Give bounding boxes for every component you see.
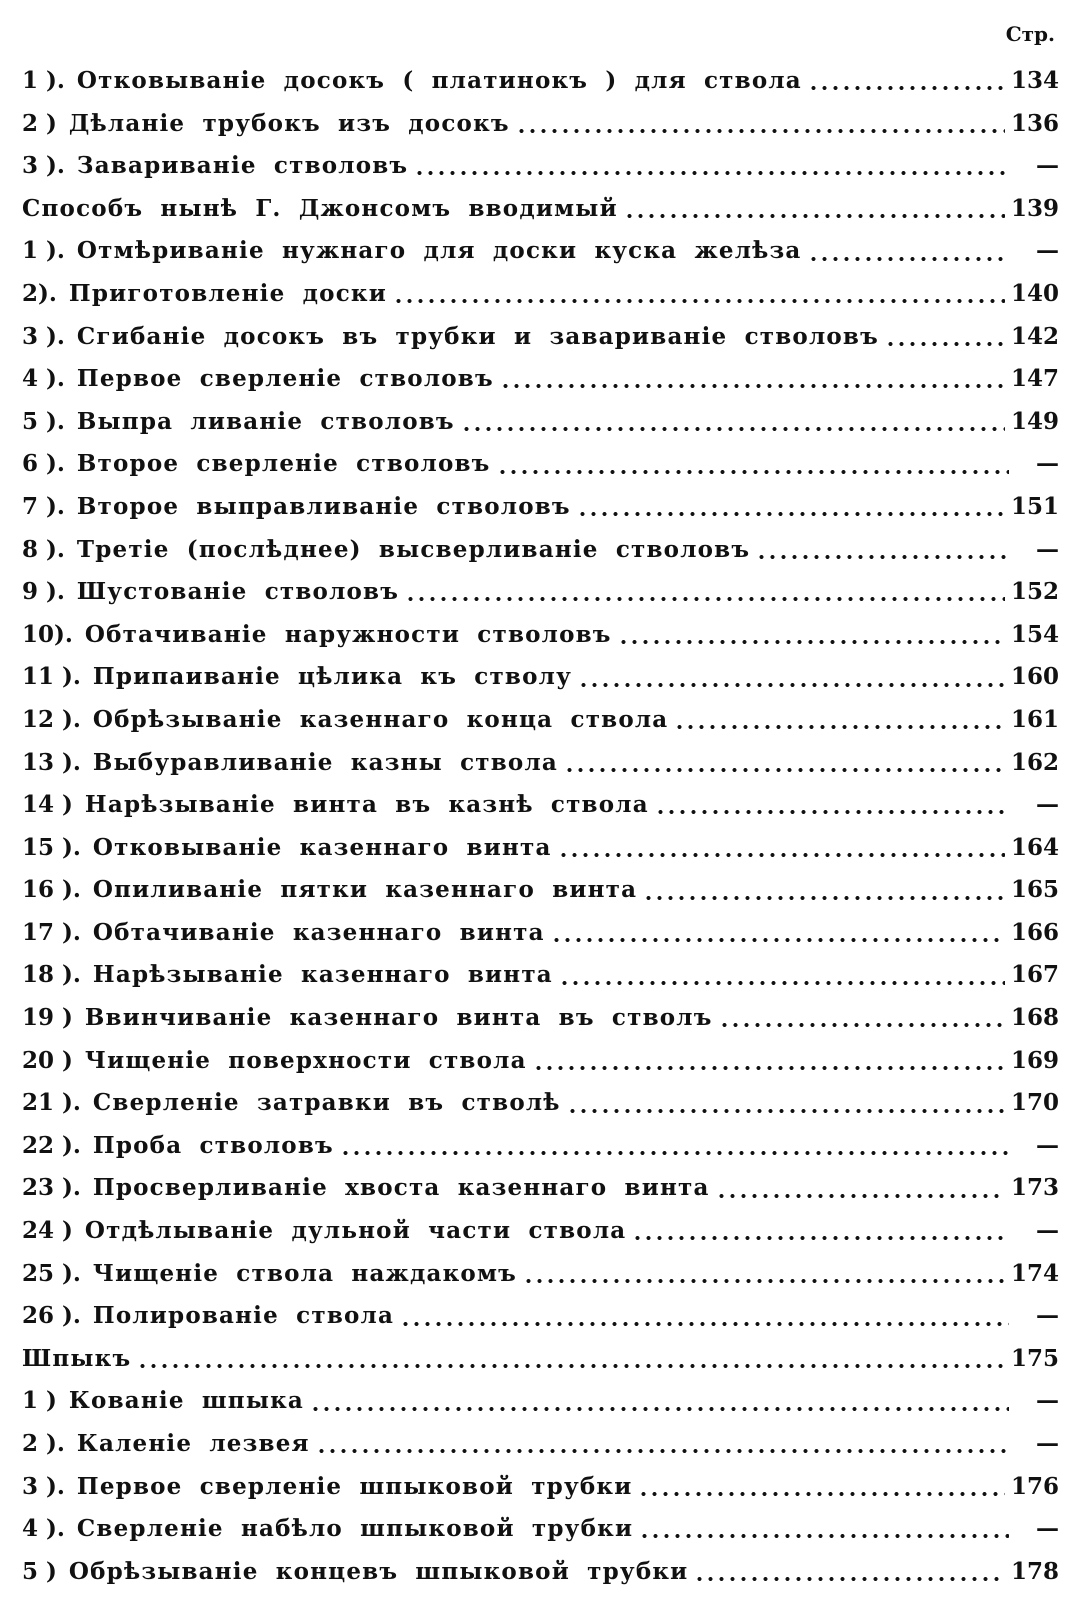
toc-entry-number: 5 ) bbox=[22, 1557, 57, 1585]
toc-entry bbox=[22, 401, 1063, 444]
toc-entry bbox=[22, 954, 1063, 997]
toc-entry bbox=[22, 869, 1063, 912]
toc-entry bbox=[22, 230, 1063, 273]
toc-entry-page: 175 bbox=[1010, 1344, 1059, 1372]
toc-entry bbox=[22, 1210, 1063, 1253]
toc-entry bbox=[22, 1082, 1063, 1125]
toc-entry bbox=[22, 1423, 1063, 1466]
toc-entry-title: Обтачиваніе казеннаго винта bbox=[92, 918, 545, 946]
toc-entry-page: — bbox=[1036, 1302, 1059, 1330]
toc-entry-number: 18 ). bbox=[22, 961, 81, 989]
toc-entry-number: 1 ). bbox=[22, 237, 65, 265]
toc-entry-page: 136 bbox=[1010, 109, 1059, 137]
dot-leader bbox=[639, 1532, 1009, 1540]
toc-entry bbox=[22, 742, 1063, 785]
toc-entry-number: 5 ). bbox=[22, 407, 65, 435]
toc-entry-page: 166 bbox=[1010, 918, 1059, 946]
dot-leader bbox=[655, 808, 1009, 816]
toc-entry-number: 3 ). bbox=[22, 322, 65, 350]
dot-leader bbox=[719, 1021, 1005, 1029]
toc-entry-title: Первое сверленіе шпыковой трубки bbox=[76, 1472, 633, 1500]
toc-entry-page: 173 bbox=[1010, 1174, 1059, 1202]
toc-entry-title: Полированіе ствола bbox=[92, 1302, 395, 1330]
toc-entry bbox=[22, 486, 1063, 529]
toc-entry-title: Чищеніе ствола наждакомъ bbox=[92, 1259, 517, 1287]
toc-entry-page: 176 bbox=[1010, 1472, 1059, 1500]
toc-entry-title: Отковываніе досокъ ( платинокъ ) для ствола bbox=[76, 67, 802, 94]
toc-entry-page: — bbox=[1036, 237, 1059, 265]
toc-entry-page: 170 bbox=[1010, 1089, 1059, 1117]
toc-entry-title: Первое сверленіе стволовъ bbox=[76, 365, 494, 393]
toc-entry bbox=[22, 316, 1063, 359]
toc-entry-page: — bbox=[1036, 535, 1059, 563]
toc-entry bbox=[22, 1466, 1063, 1509]
toc-entry-page: 134 bbox=[1010, 67, 1059, 94]
toc-entry-page: 139 bbox=[1010, 194, 1059, 222]
toc-entry-page: 160 bbox=[1010, 663, 1059, 691]
toc-entry bbox=[22, 60, 1063, 103]
toc-entry-title: Припаиваніе цѣлика къ стволу bbox=[92, 663, 572, 691]
toc-entry-number: 9 ). bbox=[22, 578, 65, 606]
toc-entry-page: 174 bbox=[1010, 1259, 1059, 1287]
toc-entry-number: 1 ). bbox=[22, 67, 65, 94]
toc-entry-title: Сверленіе затравки въ стволѣ bbox=[92, 1089, 561, 1117]
toc-entry-title: Обтачиваніе наружности стволовъ bbox=[84, 620, 612, 648]
dot-leader bbox=[500, 382, 1005, 390]
toc-entry-title: Опиливаніе пятки казеннаго винта bbox=[92, 876, 638, 904]
toc-entry-title: Шпыкъ bbox=[22, 1344, 132, 1372]
toc-entry-page: 168 bbox=[1010, 1004, 1059, 1032]
toc-entry-title: Второе сверленіе стволовъ bbox=[76, 450, 491, 478]
dot-leader bbox=[632, 1234, 1009, 1242]
toc-entry bbox=[22, 1253, 1063, 1296]
toc-entry-number: 22 ). bbox=[22, 1131, 81, 1159]
toc-entry-page: 151 bbox=[1010, 492, 1059, 520]
toc-entry-title: Дѣланіе трубокъ изъ досокъ bbox=[68, 109, 510, 137]
dot-leader bbox=[559, 979, 1005, 987]
toc-entry-title: Отдѣлываніе дульной части ствола bbox=[84, 1217, 627, 1245]
toc-entry-number: 26 ). bbox=[22, 1302, 81, 1330]
toc-entry-number: 10). bbox=[22, 620, 73, 648]
toc-entry-title: Обрѣзываніе концевъ шпыковой трубки bbox=[68, 1557, 689, 1585]
toc-entry bbox=[22, 1551, 1063, 1594]
toc-entry-title: Обрѣзываніе казеннаго конца ствола bbox=[92, 705, 669, 733]
toc-entry-number: 15 ). bbox=[22, 833, 81, 861]
dot-leader bbox=[756, 553, 1009, 561]
toc-entry-number: 8 ). bbox=[22, 535, 65, 563]
dot-leader bbox=[808, 84, 1005, 92]
dot-leader bbox=[558, 851, 1005, 859]
dot-leader bbox=[618, 638, 1005, 646]
toc-entry-page: — bbox=[1036, 1430, 1059, 1457]
dot-leader bbox=[393, 297, 1005, 305]
toc-entry-title: Проба стволовъ bbox=[92, 1131, 334, 1159]
dot-leader bbox=[516, 127, 1005, 135]
toc-entry-number: 25 ). bbox=[22, 1259, 81, 1287]
toc-entry bbox=[22, 1338, 1063, 1381]
toc-entry bbox=[22, 699, 1063, 742]
toc-entry-number: 23 ). bbox=[22, 1174, 81, 1202]
toc-entry-title: Третіе (послѣднее) высверливаніе стволовъ bbox=[76, 535, 751, 563]
toc-entry-page: — bbox=[1036, 791, 1059, 819]
toc-entry bbox=[22, 912, 1063, 955]
page-header bbox=[22, 18, 1063, 60]
toc-entry-title: Нарѣзываніе казеннаго винта bbox=[92, 961, 553, 989]
dot-leader bbox=[310, 1405, 1009, 1413]
table-of-contents bbox=[22, 60, 1063, 1593]
toc-entry bbox=[22, 1508, 1063, 1551]
toc-entry-number: 2 ). bbox=[22, 1430, 65, 1457]
dot-leader bbox=[885, 340, 1005, 348]
dot-leader bbox=[643, 894, 1005, 902]
toc-entry-page: 149 bbox=[1010, 407, 1059, 435]
dot-leader bbox=[716, 1192, 1005, 1200]
toc-entry-page: — bbox=[1036, 1217, 1059, 1245]
toc-entry-title: Каленіе лезвея bbox=[76, 1430, 310, 1457]
toc-entry-page: 162 bbox=[1010, 748, 1059, 776]
toc-entry-title: Отмѣриваніе нужнаго для доски куска желѣза bbox=[76, 237, 802, 265]
toc-entry-number: 4 ). bbox=[22, 1515, 65, 1543]
dot-leader bbox=[578, 681, 1005, 689]
toc-entry-number: 6 ). bbox=[22, 450, 65, 478]
toc-entry bbox=[22, 188, 1063, 231]
toc-entry bbox=[22, 827, 1063, 870]
toc-entry-number: 21 ). bbox=[22, 1089, 81, 1117]
toc-entry-number: 3 ). bbox=[22, 152, 65, 180]
toc-entry-number: 1 ) bbox=[22, 1387, 57, 1415]
toc-entry-page: 165 bbox=[1010, 876, 1059, 904]
toc-entry-number: 13 ). bbox=[22, 748, 81, 776]
toc-entry-number: 3 ). bbox=[22, 1472, 65, 1500]
toc-entry-title: Кованіе шпыка bbox=[68, 1387, 304, 1415]
toc-entry bbox=[22, 443, 1063, 486]
toc-entry-title: Просверливаніе хвоста казеннаго винта bbox=[92, 1174, 710, 1202]
dot-leader bbox=[551, 936, 1005, 944]
toc-entry-page: 169 bbox=[1010, 1046, 1059, 1074]
toc-entry-title: Завариваніе стволовъ bbox=[76, 152, 409, 180]
toc-entry-title: Способъ нынѣ Г. Джонсомъ вводимый bbox=[22, 194, 618, 222]
toc-entry-page: — bbox=[1036, 1131, 1059, 1159]
dot-leader bbox=[638, 1490, 1005, 1498]
dot-leader bbox=[497, 468, 1009, 476]
toc-entry-number: 17 ). bbox=[22, 918, 81, 946]
toc-entry-title: Приготовленіе доски bbox=[68, 279, 387, 307]
toc-entry bbox=[22, 1295, 1063, 1338]
dot-leader bbox=[564, 766, 1005, 774]
toc-entry-title: Сгибаніе досокъ въ трубки и завариваніе стволовъ bbox=[76, 322, 879, 350]
toc-entry bbox=[22, 1380, 1063, 1423]
toc-entry-title: Нарѣзываніе винта въ казнѣ ствола bbox=[84, 791, 649, 819]
toc-entry bbox=[22, 1167, 1063, 1210]
toc-entry-title: Отковываніе казеннаго винта bbox=[92, 833, 552, 861]
toc-entry-page: 152 bbox=[1010, 578, 1059, 606]
toc-entry bbox=[22, 358, 1063, 401]
toc-entry-page: 161 bbox=[1010, 705, 1059, 733]
toc-entry-page: 154 bbox=[1010, 620, 1059, 648]
dot-leader bbox=[316, 1447, 1009, 1455]
toc-entry-page: 147 bbox=[1010, 365, 1059, 393]
toc-entry-page: — bbox=[1036, 1515, 1059, 1543]
dot-leader bbox=[808, 255, 1009, 263]
toc-entry-number: 16 ). bbox=[22, 876, 81, 904]
toc-entry-page: 167 bbox=[1010, 961, 1059, 989]
dot-leader bbox=[137, 1362, 1005, 1370]
toc-entry-number: 11 ). bbox=[22, 663, 81, 691]
toc-entry bbox=[22, 784, 1063, 827]
toc-entry-page: — bbox=[1036, 152, 1059, 180]
toc-entry-number: 4 ). bbox=[22, 365, 65, 393]
dot-leader bbox=[414, 169, 1009, 177]
toc-entry-page: — bbox=[1036, 450, 1059, 478]
dot-leader bbox=[674, 723, 1005, 731]
toc-entry bbox=[22, 103, 1063, 146]
dot-leader bbox=[567, 1107, 1005, 1115]
toc-entry-number: 20 ) bbox=[22, 1046, 73, 1074]
toc-entry bbox=[22, 656, 1063, 699]
toc-entry-number: 19 ) bbox=[22, 1004, 73, 1032]
toc-entry-title: Ввинчиваніе казеннаго винта въ стволъ bbox=[84, 1004, 713, 1032]
toc-entry-title: Чищеніе поверхности ствола bbox=[84, 1046, 527, 1074]
toc-entry bbox=[22, 529, 1063, 572]
toc-entry bbox=[22, 614, 1063, 657]
toc-entry bbox=[22, 997, 1063, 1040]
dot-leader bbox=[340, 1149, 1009, 1157]
toc-entry-title: Второе выправливаніе стволовъ bbox=[76, 492, 571, 520]
toc-entry-page: 140 bbox=[1010, 279, 1059, 307]
toc-entry-number: 12 ). bbox=[22, 705, 81, 733]
toc-entry-title: Сверленіе набѣло шпыковой трубки bbox=[76, 1515, 634, 1543]
toc-entry-page: — bbox=[1036, 1387, 1059, 1415]
dot-leader bbox=[400, 1320, 1009, 1328]
toc-entry-number: 14 ) bbox=[22, 791, 73, 819]
toc-entry-number: 2). bbox=[22, 279, 57, 307]
toc-entry bbox=[22, 1125, 1063, 1168]
toc-entry-title: Выбуравливаніе казны ствола bbox=[92, 748, 558, 776]
dot-leader bbox=[624, 212, 1005, 220]
dot-leader bbox=[461, 425, 1005, 433]
toc-entry-page: 178 bbox=[1010, 1557, 1059, 1585]
toc-entry bbox=[22, 273, 1063, 316]
dot-leader bbox=[533, 1064, 1005, 1072]
dot-leader bbox=[577, 510, 1005, 518]
toc-entry-page: 142 bbox=[1010, 322, 1059, 350]
toc-entry-page: 164 bbox=[1010, 833, 1059, 861]
toc-entry-number: 7 ). bbox=[22, 492, 65, 520]
toc-entry bbox=[22, 145, 1063, 188]
toc-entry bbox=[22, 1040, 1063, 1083]
dot-leader bbox=[405, 595, 1005, 603]
page-column-label: Стр. bbox=[1005, 22, 1055, 46]
toc-entry bbox=[22, 571, 1063, 614]
toc-entry-title: Шустованіе стволовъ bbox=[76, 578, 400, 606]
toc-entry-title: Выпра ливаніе стволовъ bbox=[76, 407, 455, 435]
dot-leader bbox=[523, 1277, 1005, 1285]
dot-leader bbox=[694, 1575, 1005, 1583]
toc-entry-number: 24 ) bbox=[22, 1217, 73, 1245]
toc-entry-number: 2 ) bbox=[22, 109, 57, 137]
